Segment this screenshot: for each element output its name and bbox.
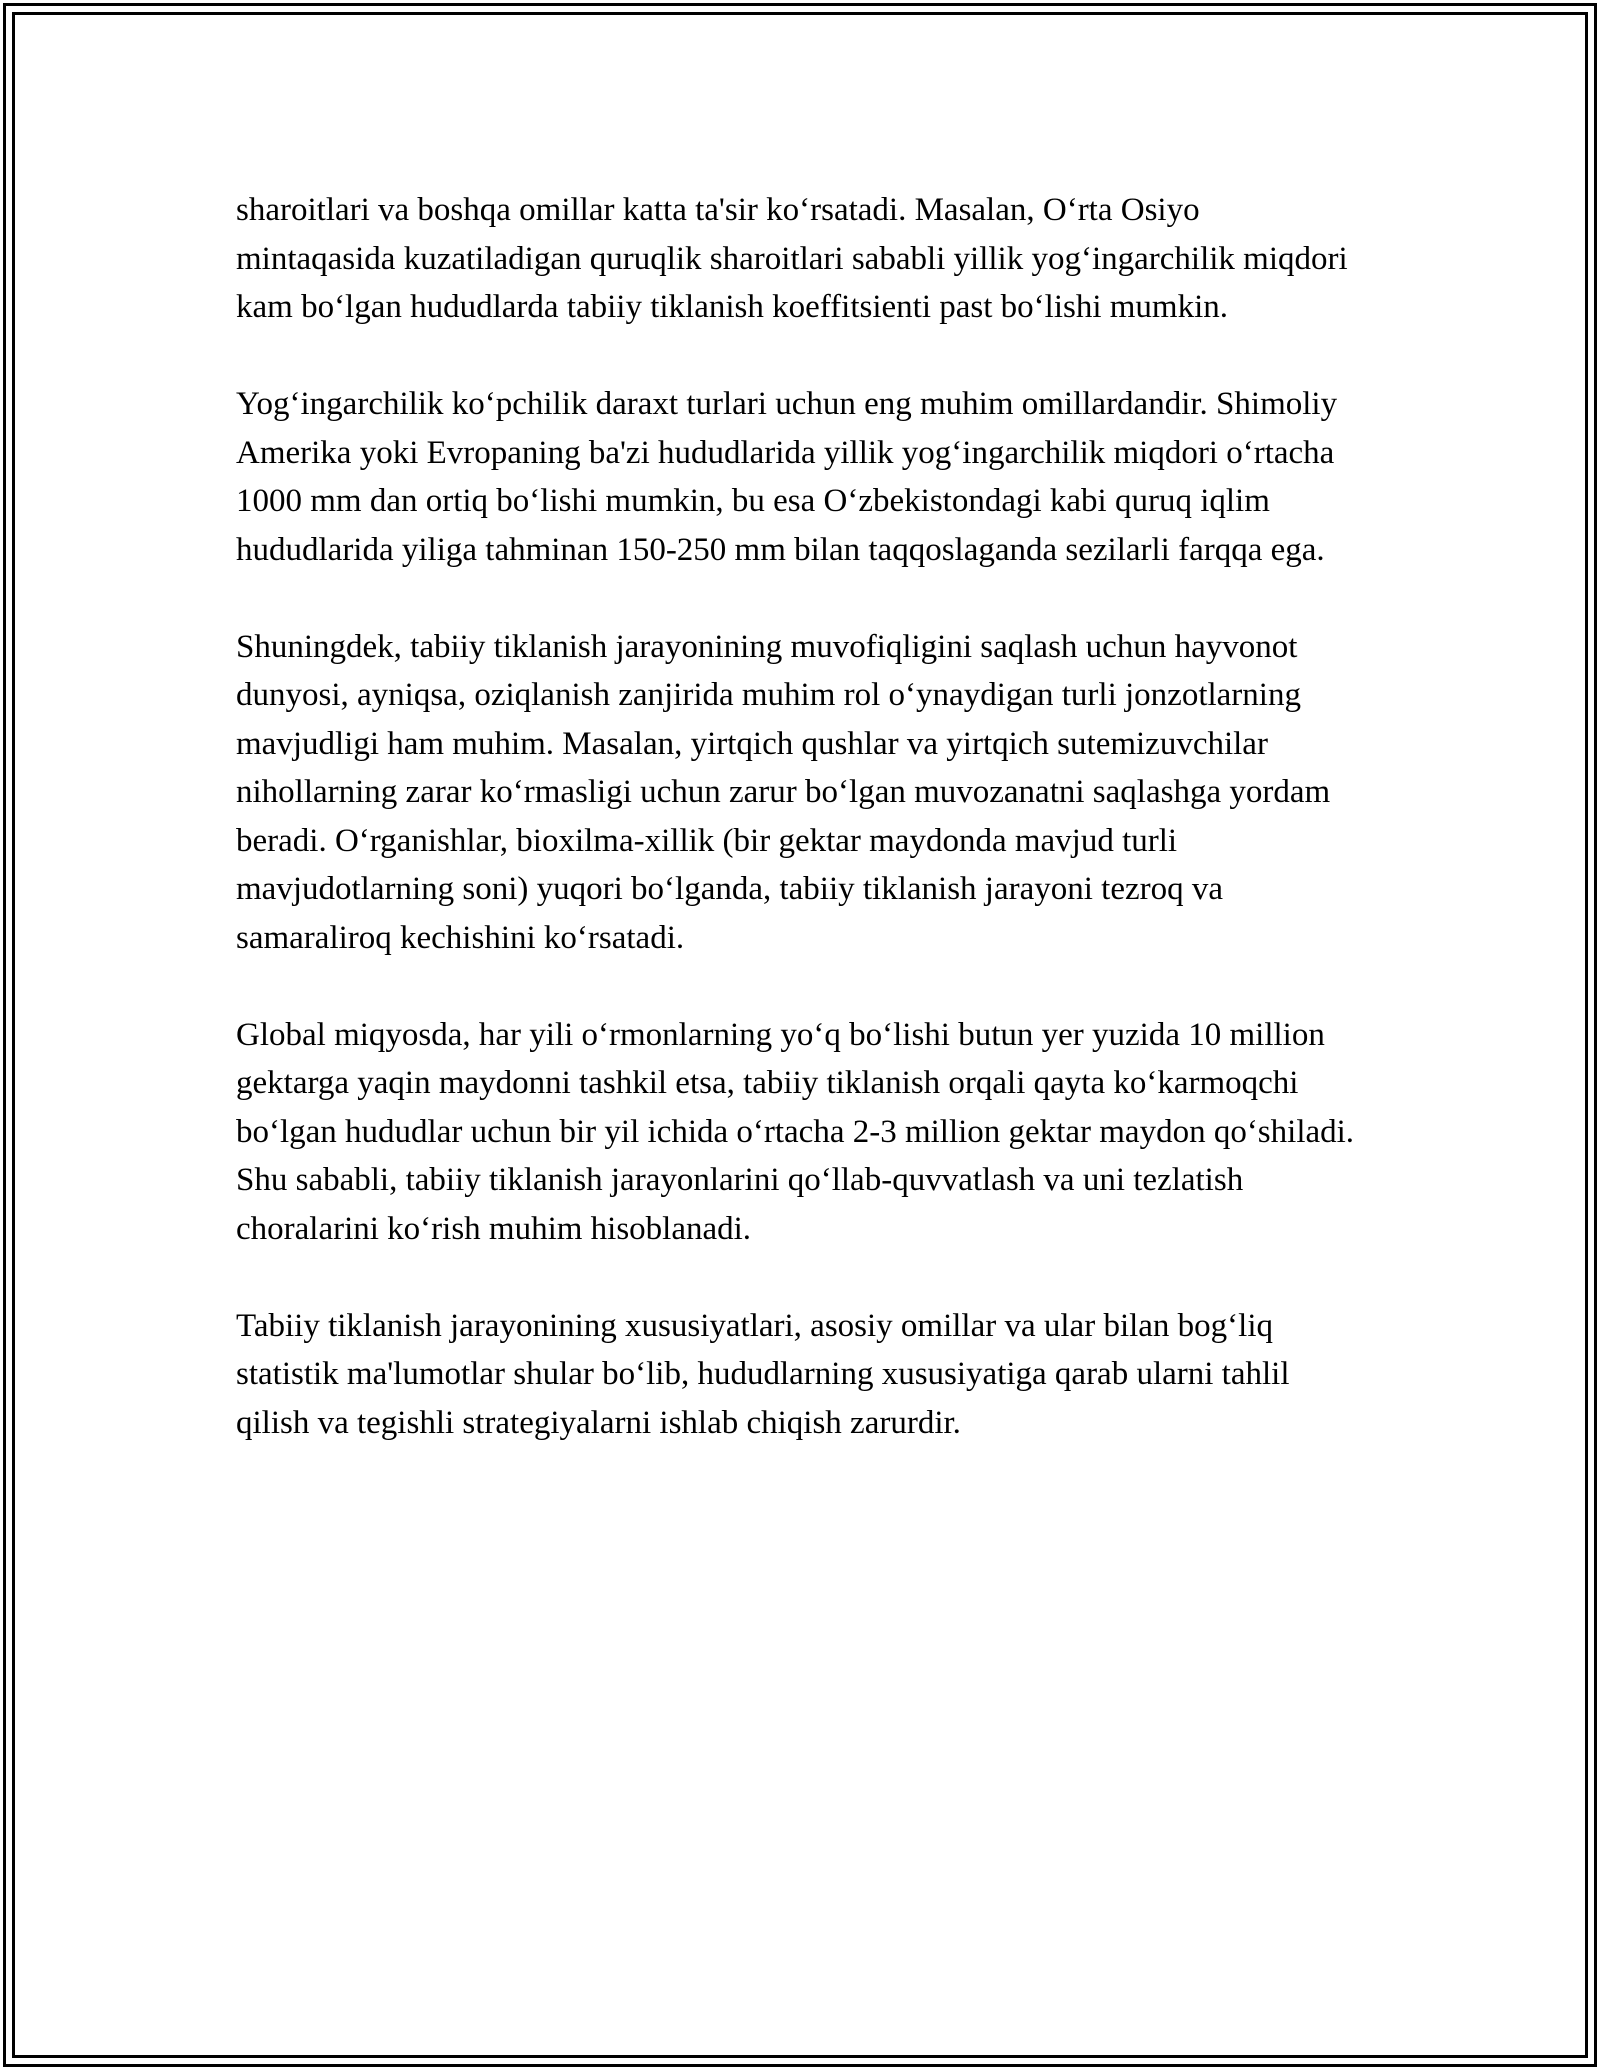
- paragraph-1: sharoitlari va boshqa omillar katta ta'sir ko‘rsatadi. Masalan, O‘rta Osiyo mintaqasida kuzatiladigan quruqlik sharoitlari sababli yillik yog‘ingarchilik miqdori kam bo‘lgan hududlarda tabiiy tiklanish koeffitsienti past bo‘lishi mumkin.: [236, 192, 1348, 325]
- paragraph-3: Shuningdek, tabiiy tiklanish jarayonining muvofiqligini saqlash uchun hayvonot dunyosi, ayniqsa, oziqlanish zanjirida muhim rol o‘ynaydigan turli jonzotlarning mavjudligi ham muhim. Masalan, yirtqich qushlar va yirtqich sutemizuvchilar nihollarning zarar ko‘rmasligi uchun zarur bo‘lgan muvozanatni saqlashga yordam beradi. O‘rganishlar, bioxilma-xillik (bir gektar maydonda mavjud turli mavjudotlarning soni) yuqori bo‘lganda, tabiiy tiklanish jarayoni tezroq va samaraliroq kechishini ko‘rsatadi.: [236, 628, 1331, 956]
- paragraph-5: Tabiiy tiklanish jarayonining xususiyatlari, asosiy omillar va ular bilan bog‘liq statistik ma'lumotlar shular bo‘lib, hududlarning xususiyatiga qarab ularni tahlil qilish va tegishli strategiyalarni ishlab chiqish zarurdir.: [236, 1307, 1290, 1441]
- document-body: [236, 186, 1366, 1447]
- paragraph-2: Yog‘ingarchilik ko‘pchilik daraxt turlari uchun eng muhim omillardandir. Shimoliy Amerika yoki Evropaning ba'zi hududlarida yillik yog‘ingarchilik miqdori o‘rtacha 1000 mm dan ortiq bo‘lishi mumkin, bu esa O‘zbekistondagi kabi quruq iqlim hududlarida yiliga tahminan 150-250 mm bilan taqqoslaganda sezilarli farqqa ega.: [236, 386, 1338, 568]
- paragraph-4: Global miqyosda, har yili o‘rmonlarning yo‘q bo‘lishi butun yer yuzida 10 million gektarga yaqin maydonni tashkil etsa, tabiiy tiklanish orqali qayta ko‘karmoqchi bo‘lgan hududlar uchun bir yil ichida o‘rtacha 2-3 million gektar maydon qo‘shiladi. Shu sababli, tabiiy tiklanish jarayonlarini qo‘llab-quvvatlash va uni tezlatish choralarini ko‘rish muhim hisoblanadi.: [236, 1016, 1355, 1247]
